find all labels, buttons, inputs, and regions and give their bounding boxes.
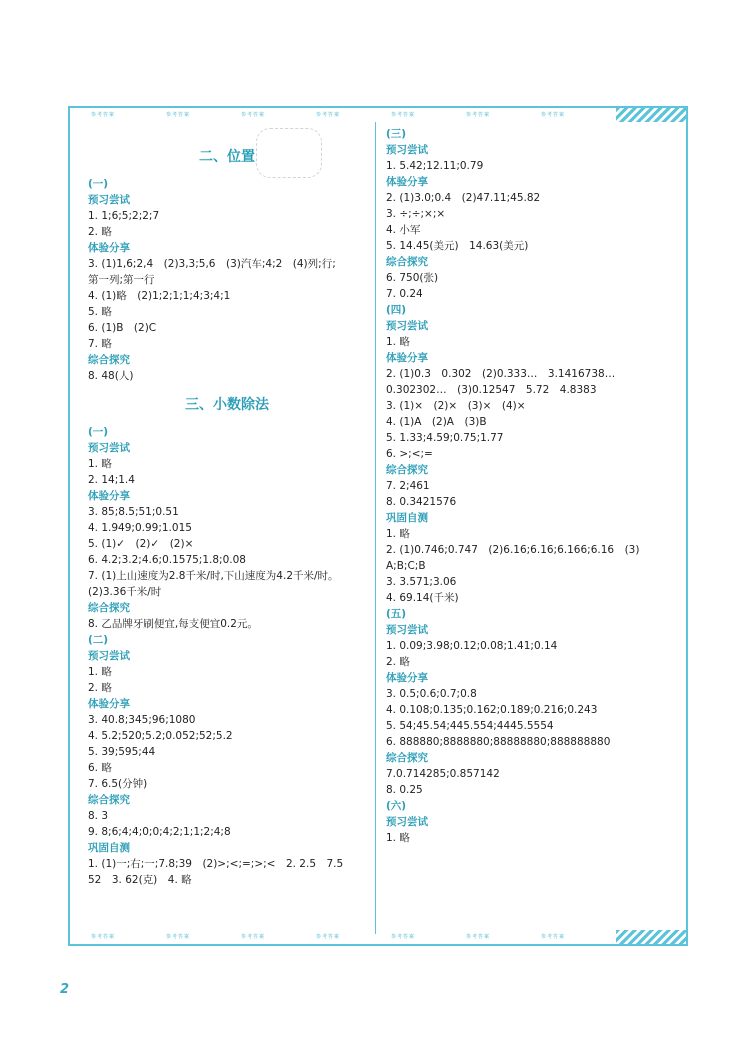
answer-line: 4. 小军 xyxy=(386,224,421,236)
strip-tag: 参考答案 xyxy=(90,111,115,118)
answer-line: 1. 5.42;12.11;0.79 xyxy=(386,160,484,172)
subsection-heading: 综合探究 xyxy=(386,752,428,764)
answer-line: 52 3. 62(克) 4. 略 xyxy=(88,874,192,886)
subsection-heading: 预习尝试 xyxy=(386,144,428,156)
answer-line: 8. 48(人) xyxy=(88,370,134,382)
top-decor-strip xyxy=(70,108,686,122)
answer-line: 第一列;第一行 xyxy=(88,274,155,286)
subsection-heading: 综合探究 xyxy=(88,602,130,614)
answer-line: 1. (1)一;右;一;7.8;39 (2)>;<;=;>;< 2. 2.5 7.5 xyxy=(88,858,344,870)
subsection-heading: 综合探究 xyxy=(386,256,428,268)
strip-tag: 参考答案 xyxy=(315,933,340,940)
answer-line: 8. 0.3421576 xyxy=(386,496,457,508)
answer-line: 7. 6.5(分钟) xyxy=(88,778,148,790)
bottom-strip-tags xyxy=(70,934,616,941)
answer-line: (2)3.36千米/时 xyxy=(88,586,162,598)
subsection-heading: 预习尝试 xyxy=(88,442,130,454)
answer-line: 2. 略 xyxy=(88,226,112,238)
answer-line: 5. 14.45(美元) 14.63(美元) xyxy=(386,240,529,252)
strip-tag: 参考答案 xyxy=(465,933,490,940)
answer-line: 3. ÷;÷;×;× xyxy=(386,208,446,220)
answer-line: 4. 0.108;0.135;0.162;0.189;0.216;0.243 xyxy=(386,704,598,716)
answer-line: 7. (1)上山速度为2.8千米/时,下山速度为4.2千米/时。 xyxy=(88,570,339,582)
answer-line: 1. 略 xyxy=(88,666,112,678)
subsection-heading: 综合探究 xyxy=(88,354,130,366)
answer-line: 1. 略 xyxy=(386,528,410,540)
subsection-heading: (二) xyxy=(88,634,109,646)
subsection-heading: 巩固自测 xyxy=(386,512,428,524)
answer-line: 1. 略 xyxy=(386,832,410,844)
answer-line: 1. 略 xyxy=(88,458,112,470)
answer-line: 3. 85;8.5;51;0.51 xyxy=(88,506,179,518)
answer-line: 5. 39;595;44 xyxy=(88,746,156,758)
answer-line: 3. (1)1,6;2,4 (2)3,3;5,6 (3)汽车;4;2 (4)列;行; xyxy=(88,258,336,270)
answer-line: 6. 750(张) xyxy=(386,272,439,284)
strip-tag: 参考答案 xyxy=(540,111,565,118)
strip-tag: 参考答案 xyxy=(240,111,265,118)
answer-line: 5. 略 xyxy=(88,306,112,318)
answer-line: 6. >;<;= xyxy=(386,448,433,460)
answer-line: 2. (1)0.3 0.302 (2)0.333… 3.1416738… xyxy=(386,368,616,380)
strip-tag: 参考答案 xyxy=(390,933,415,940)
subsection-heading: 体验分享 xyxy=(386,672,428,684)
answer-line: 1. 1;6;5;2;2;7 xyxy=(88,210,160,222)
answer-line: 3. 3.571;3.06 xyxy=(386,576,457,588)
answer-line: 6. 略 xyxy=(88,762,112,774)
subsection-heading: 预习尝试 xyxy=(386,816,428,828)
bottom-decor-strip xyxy=(70,930,686,944)
answer-line: 7.0.714285;0.857142 xyxy=(386,768,500,780)
subsection-heading: (五) xyxy=(386,608,407,620)
answer-line: 2. (1)0.746;0.747 (2)6.16;6.16;6.166;6.16 (3) xyxy=(386,544,640,556)
strip-tag: 参考答案 xyxy=(165,111,190,118)
subsection-heading: 体验分享 xyxy=(386,352,428,364)
subsection-heading: (四) xyxy=(386,304,407,316)
answer-line: 2. 略 xyxy=(88,682,112,694)
answer-page-frame xyxy=(68,106,688,946)
answer-line: 2. (1)3.0;0.4 (2)47.11;45.82 xyxy=(386,192,541,204)
strip-tag: 参考答案 xyxy=(465,111,490,118)
answer-line: 1. 0.09;3.98;0.12;0.08;1.41;0.14 xyxy=(386,640,558,652)
answer-line: 1. 略 xyxy=(386,336,410,348)
answer-line: 4. 5.2;520;5.2;0.052;52;5.2 xyxy=(88,730,233,742)
subsection-heading: 体验分享 xyxy=(88,242,130,254)
answer-line: 3. 0.5;0.6;0.7;0.8 xyxy=(386,688,477,700)
top-stripes-decor xyxy=(616,108,686,122)
answer-line: 6. 888880;8888880;88888880;888888880 xyxy=(386,736,611,748)
subsection-heading: (一) xyxy=(88,426,109,438)
answer-line: 4. 1.949;0.99;1.015 xyxy=(88,522,192,534)
subsection-heading: 体验分享 xyxy=(88,490,130,502)
subsection-heading: (六) xyxy=(386,800,407,812)
answer-line: 8. 乙品牌牙刷便宜,每支便宜0.2元。 xyxy=(88,618,258,630)
answer-line: 7. 0.24 xyxy=(386,288,423,300)
answer-line: 4. (1)A (2)A (3)B xyxy=(386,416,487,428)
answer-line: 3. 40.8;345;96;1080 xyxy=(88,714,196,726)
answer-line: 7. 2;461 xyxy=(386,480,430,492)
subsection-heading: 预习尝试 xyxy=(88,194,130,206)
subsection-heading: 巩固自测 xyxy=(88,842,130,854)
section-title: 三、小数除法 xyxy=(185,397,269,413)
answer-line: 2. 14;1.4 xyxy=(88,474,135,486)
strip-tag: 参考答案 xyxy=(165,933,190,940)
answer-line: 7. 略 xyxy=(88,338,112,350)
answer-line: 6. (1)B (2)C xyxy=(88,322,157,334)
strip-tag: 参考答案 xyxy=(315,111,340,118)
answer-line: 4. 69.14(千米) xyxy=(386,592,459,604)
top-strip-tags xyxy=(70,112,616,119)
answer-line: 0.302302… (3)0.12547 5.72 4.8383 xyxy=(386,384,597,396)
answer-line: A;B;C;B xyxy=(386,560,426,572)
section-title: 二、位置 xyxy=(199,149,255,165)
strip-tag: 参考答案 xyxy=(390,111,415,118)
answer-line: 6. 4.2;3.2;4.6;0.1575;1.8;0.08 xyxy=(88,554,246,566)
right-column xyxy=(386,126,682,846)
answer-line: 3. (1)× (2)× (3)× (4)× xyxy=(386,400,526,412)
subsection-heading: 体验分享 xyxy=(386,176,428,188)
column-divider xyxy=(375,122,376,934)
page-number: 2 xyxy=(60,982,70,997)
subsection-heading: 综合探究 xyxy=(386,464,428,476)
answer-line: 5. 54;45.54;445.554;4445.5554 xyxy=(386,720,554,732)
answer-line: 5. 1.33;4.59;0.75;1.77 xyxy=(386,432,504,444)
subsection-heading: (三) xyxy=(386,128,407,140)
subsection-heading: 预习尝试 xyxy=(386,320,428,332)
subsection-heading: (一) xyxy=(88,178,109,190)
bottom-stripes-decor xyxy=(616,930,686,944)
answer-line: 9. 8;6;4;4;0;0;4;2;1;1;2;4;8 xyxy=(88,826,231,838)
subsection-heading: 综合探究 xyxy=(88,794,130,806)
subsection-heading: 预习尝试 xyxy=(88,650,130,662)
strip-tag: 参考答案 xyxy=(540,933,565,940)
subsection-heading: 体验分享 xyxy=(88,698,130,710)
strip-tag: 参考答案 xyxy=(240,933,265,940)
answer-line: 2. 略 xyxy=(386,656,410,668)
answer-line: 8. 3 xyxy=(88,810,109,822)
answer-line: 5. (1)✓ (2)✓ (2)× xyxy=(88,538,194,550)
subsection-heading: 预习尝试 xyxy=(386,624,428,636)
answer-line: 8. 0.25 xyxy=(386,784,423,796)
left-column xyxy=(88,126,366,888)
answer-line: 4. (1)略 (2)1;2;1;1;4;3;4;1 xyxy=(88,290,231,302)
strip-tag: 参考答案 xyxy=(90,933,115,940)
